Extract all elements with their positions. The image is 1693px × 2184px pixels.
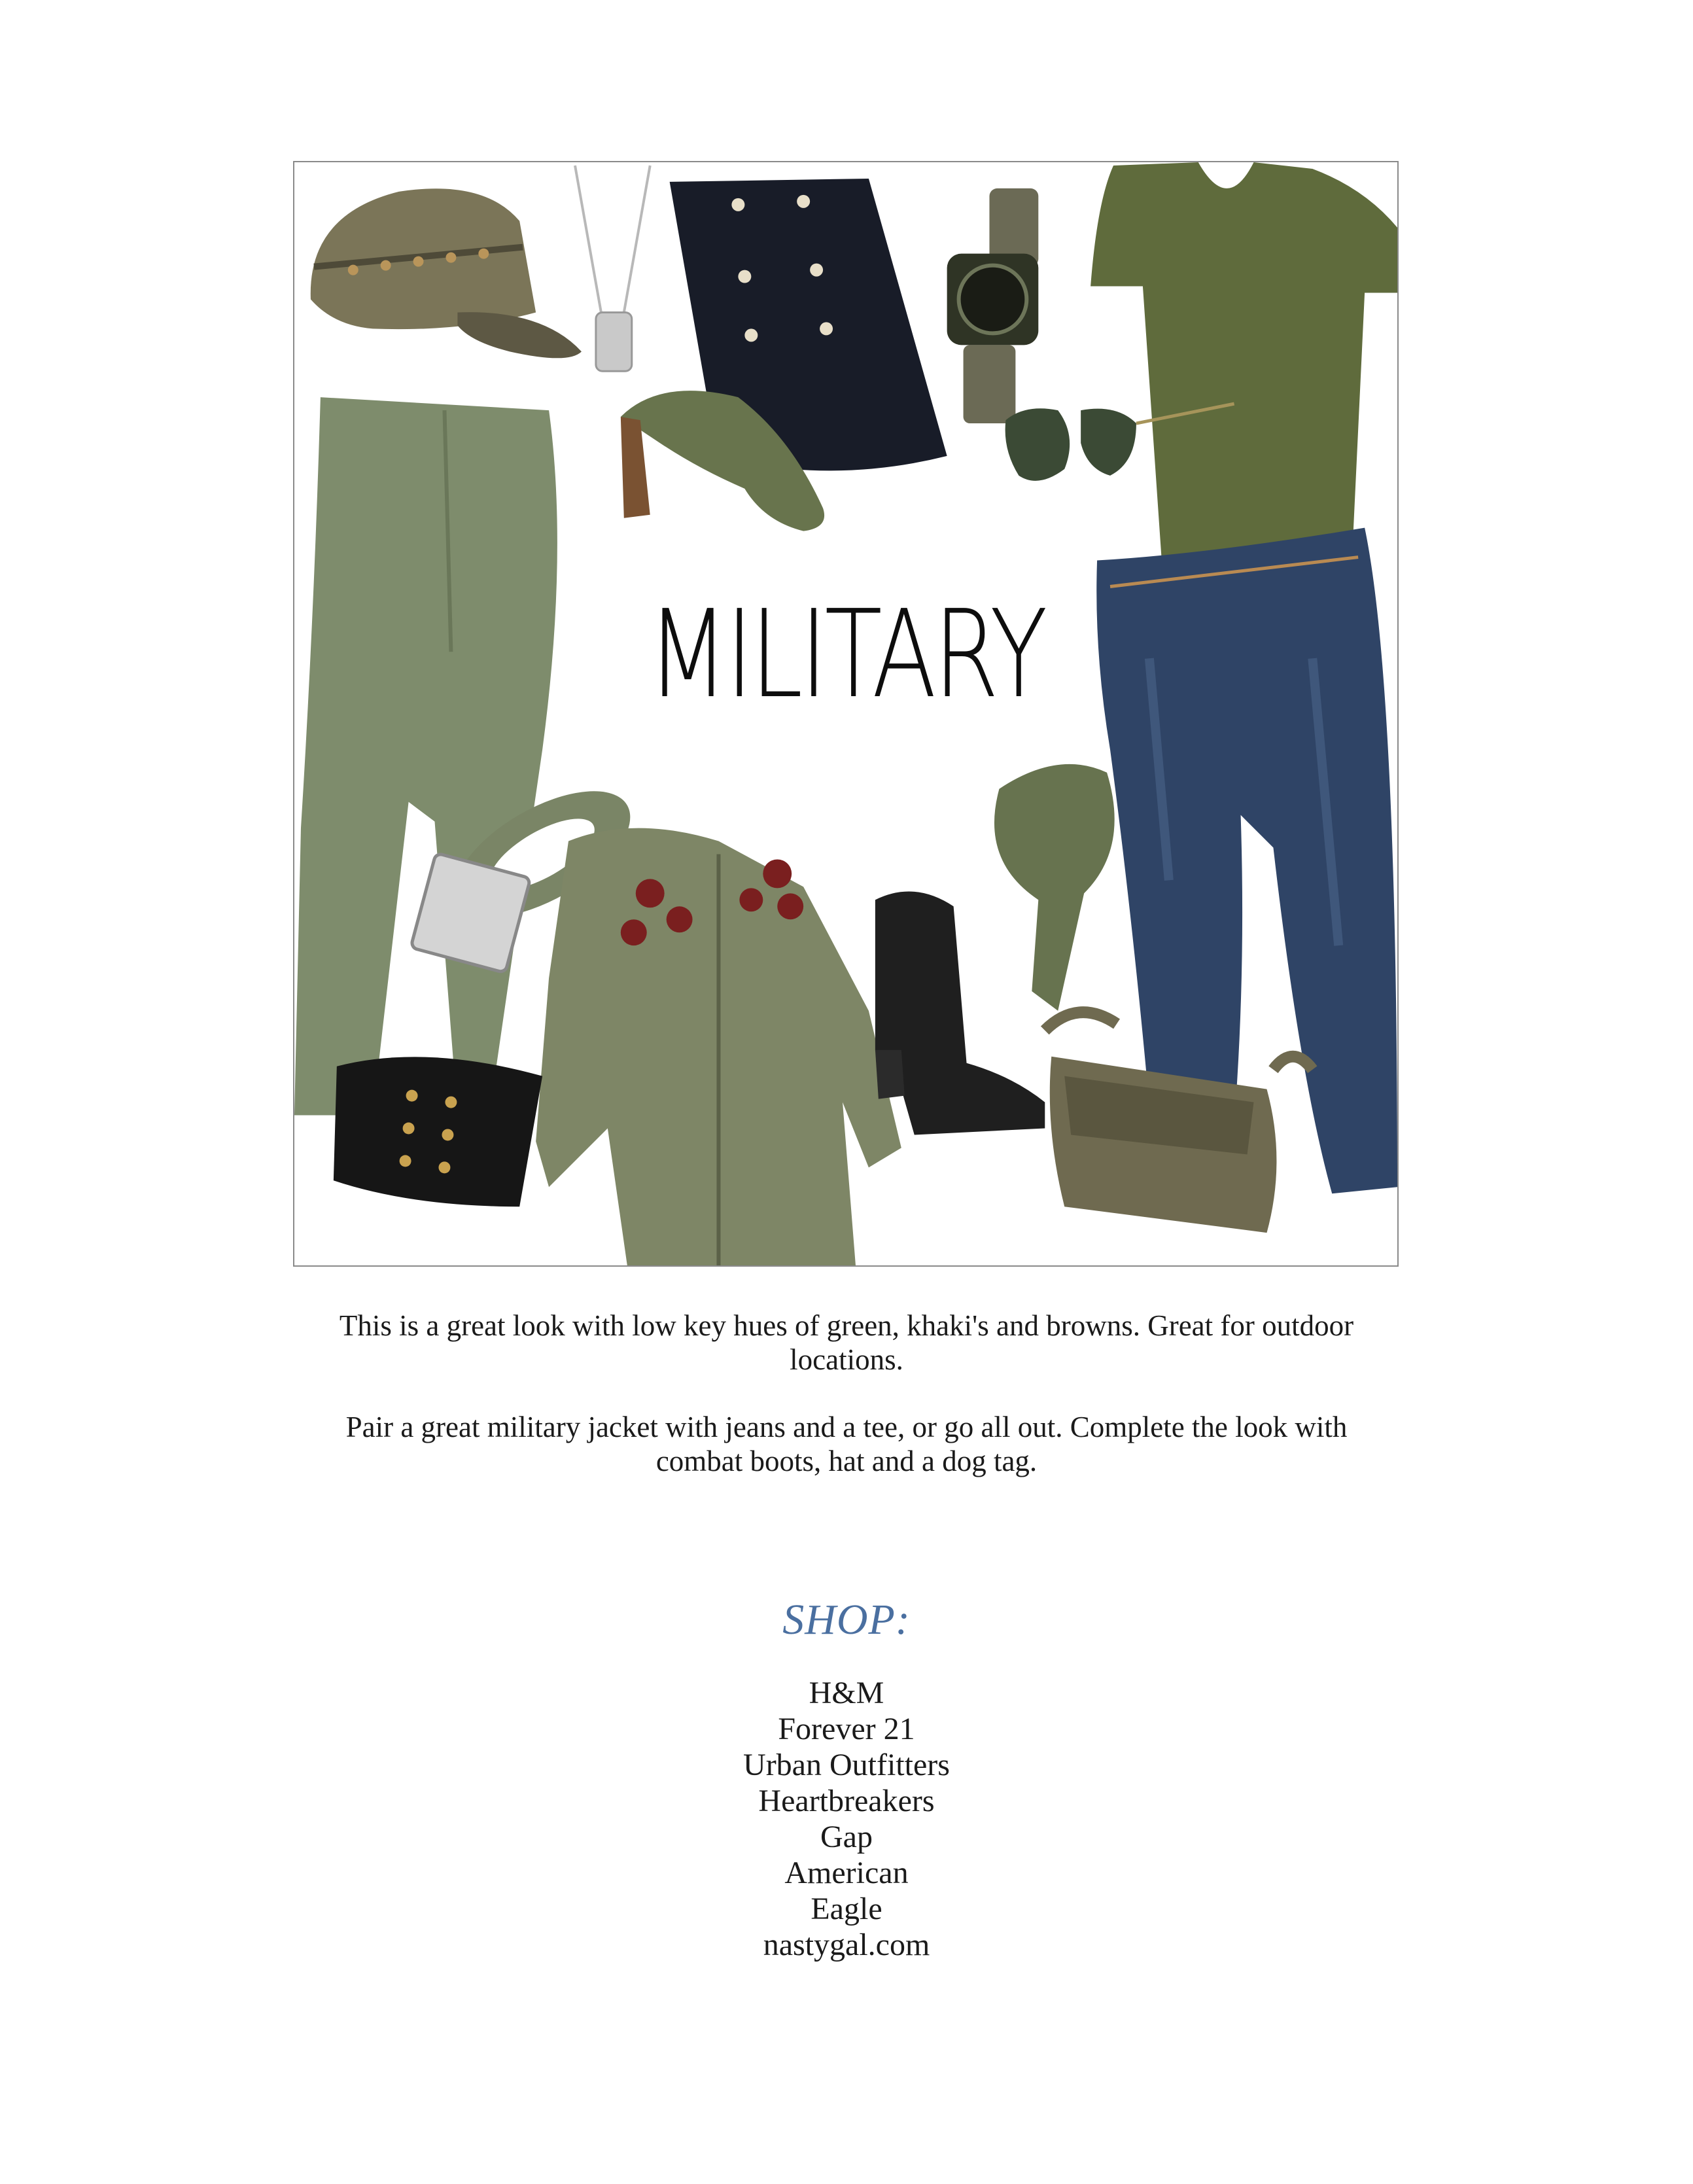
studded-cuff-icon <box>334 1057 542 1206</box>
shop-store-item[interactable]: nastygal.com <box>763 1928 930 1962</box>
description-paragraph-2: Pair a great military jacket with jeans and a tee, or go all out. Complete the look with combat boots, hat and a dog tag. <box>345 1411 1348 1477</box>
cargo-pants-icon <box>294 397 557 1115</box>
shop-store-item[interactable]: H&M <box>809 1676 884 1710</box>
shop-list <box>0 1675 1693 1963</box>
dog-tag-icon <box>575 166 650 371</box>
outfit-collage <box>293 161 1399 1267</box>
shop-store-item[interactable]: Heartbreakers <box>758 1784 935 1818</box>
shop-store-item[interactable]: Eagle <box>811 1892 882 1926</box>
jacket-icon <box>536 828 901 1265</box>
boot-icon <box>875 891 1045 1135</box>
cap-icon <box>311 188 582 358</box>
tshirt-icon <box>1091 162 1397 574</box>
shop-store-item[interactable]: Forever 21 <box>778 1712 915 1746</box>
scarf-icon <box>994 764 1115 1011</box>
shop-store-item[interactable]: Urban Outfitters <box>743 1748 950 1782</box>
collage-title: MILITARY <box>647 584 1045 725</box>
shop-store-item[interactable]: Gap <box>820 1820 873 1854</box>
description-paragraph-1: This is a great look with low key hues of green, khaki's and browns. Great for outdoor locations. <box>339 1309 1354 1376</box>
shop-heading: SHOP: <box>782 1596 911 1644</box>
watch-icon <box>947 188 1039 423</box>
shop-store-item[interactable]: American <box>784 1856 909 1890</box>
